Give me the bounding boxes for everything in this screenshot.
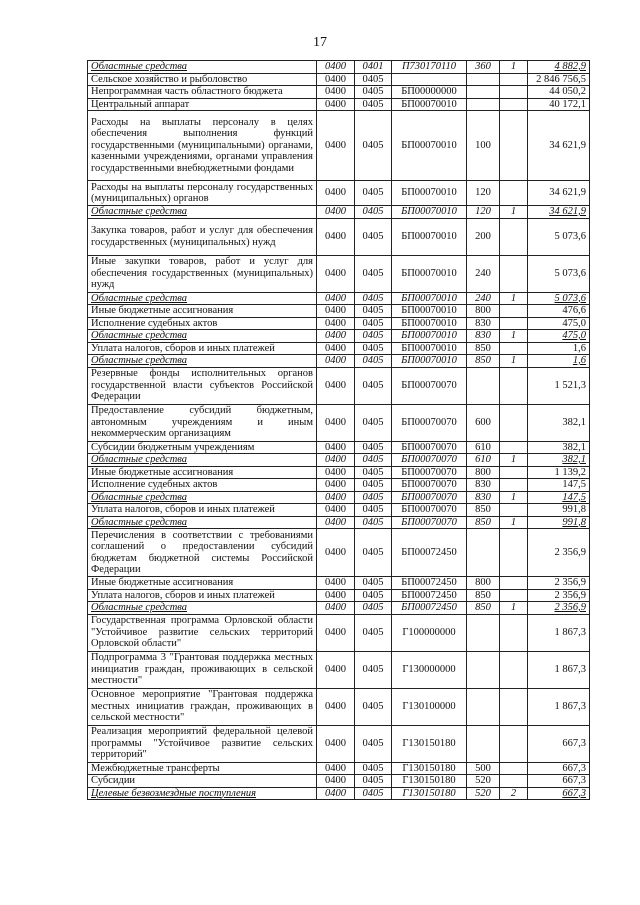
cell-target-article: БП00070010 xyxy=(392,305,467,318)
cell-source xyxy=(500,181,528,206)
cell-amount: 44 050,2 xyxy=(528,86,590,99)
cell-subsection: 0405 xyxy=(355,504,392,517)
cell-expense-type: 850 xyxy=(467,516,500,529)
cell-target-article: БП00072450 xyxy=(392,529,467,577)
cell-subsection: 0405 xyxy=(355,725,392,762)
cell-section: 0400 xyxy=(317,367,355,404)
cell-amount: 1 139,2 xyxy=(528,466,590,479)
cell-target-article: Г130150180 xyxy=(392,725,467,762)
table-row xyxy=(88,317,590,330)
cell-expense-type: 830 xyxy=(467,317,500,330)
table-row xyxy=(88,787,590,800)
cell-name: Исполнение судебных актов xyxy=(88,479,317,492)
cell-name: Областные средства xyxy=(88,330,317,343)
cell-section: 0400 xyxy=(317,255,355,292)
cell-name: Перечисления в соответствии с требованиями соглашений о предоставлении субсидий бюджетам бюджетной системы Российской Федерации xyxy=(88,529,317,577)
cell-subsection: 0405 xyxy=(355,73,392,86)
cell-section: 0400 xyxy=(317,73,355,86)
cell-section: 0400 xyxy=(317,206,355,219)
cell-section: 0400 xyxy=(317,441,355,454)
cell-target-article: БП00072450 xyxy=(392,577,467,590)
cell-target-article: БП00070070 xyxy=(392,404,467,441)
cell-source xyxy=(500,577,528,590)
cell-subsection: 0405 xyxy=(355,317,392,330)
table-row xyxy=(88,775,590,788)
cell-expense-type: 240 xyxy=(467,255,500,292)
cell-name: Областные средства xyxy=(88,454,317,467)
cell-subsection: 0405 xyxy=(355,614,392,651)
cell-target-article: БП00070010 xyxy=(392,98,467,111)
cell-amount: 2 356,9 xyxy=(528,577,590,590)
cell-amount: 2 356,9 xyxy=(528,529,590,577)
cell-name: Целевые безвозмездные поступления xyxy=(88,787,317,800)
cell-subsection: 0405 xyxy=(355,529,392,577)
cell-subsection: 0405 xyxy=(355,516,392,529)
cell-source xyxy=(500,404,528,441)
cell-amount: 147,5 xyxy=(528,479,590,492)
cell-amount: 5 073,6 xyxy=(528,292,590,305)
cell-section: 0400 xyxy=(317,651,355,688)
cell-amount: 1 867,3 xyxy=(528,651,590,688)
cell-name: Субсидии xyxy=(88,775,317,788)
cell-expense-type: 240 xyxy=(467,292,500,305)
cell-amount: 1,6 xyxy=(528,342,590,355)
table-row xyxy=(88,725,590,762)
cell-source xyxy=(500,651,528,688)
cell-expense-type xyxy=(467,614,500,651)
table-row xyxy=(88,491,590,504)
cell-section: 0400 xyxy=(317,317,355,330)
cell-expense-type: 800 xyxy=(467,466,500,479)
cell-name: Областные средства xyxy=(88,292,317,305)
cell-source xyxy=(500,86,528,99)
cell-expense-type: 850 xyxy=(467,589,500,602)
cell-section: 0400 xyxy=(317,86,355,99)
table-row xyxy=(88,330,590,343)
cell-subsection: 0405 xyxy=(355,305,392,318)
cell-expense-type: 600 xyxy=(467,404,500,441)
cell-source xyxy=(500,589,528,602)
table-row xyxy=(88,504,590,517)
cell-target-article: П730170110 xyxy=(392,61,467,74)
cell-target-article: БП00072450 xyxy=(392,589,467,602)
cell-source xyxy=(500,529,528,577)
cell-section: 0400 xyxy=(317,404,355,441)
cell-subsection: 0405 xyxy=(355,86,392,99)
cell-section: 0400 xyxy=(317,775,355,788)
cell-target-article: БП00000000 xyxy=(392,86,467,99)
cell-source: 1 xyxy=(500,206,528,219)
cell-amount: 382,1 xyxy=(528,441,590,454)
cell-amount: 5 073,6 xyxy=(528,255,590,292)
table-row xyxy=(88,206,590,219)
table-row xyxy=(88,651,590,688)
table-row xyxy=(88,73,590,86)
cell-subsection: 0405 xyxy=(355,367,392,404)
cell-section: 0400 xyxy=(317,292,355,305)
cell-amount: 34 621,9 xyxy=(528,111,590,181)
cell-amount: 667,3 xyxy=(528,775,590,788)
table-row xyxy=(88,255,590,292)
cell-section: 0400 xyxy=(317,218,355,255)
cell-amount: 2 846 756,5 xyxy=(528,73,590,86)
cell-target-article: БП00070070 xyxy=(392,491,467,504)
cell-target-article: БП00070010 xyxy=(392,206,467,219)
cell-section: 0400 xyxy=(317,589,355,602)
cell-amount: 147,5 xyxy=(528,491,590,504)
budget-table-body xyxy=(88,61,590,800)
cell-target-article: Г130150180 xyxy=(392,787,467,800)
cell-expense-type xyxy=(467,73,500,86)
table-row xyxy=(88,614,590,651)
cell-expense-type: 520 xyxy=(467,775,500,788)
table-row xyxy=(88,61,590,74)
table-row xyxy=(88,367,590,404)
cell-amount: 4 882,9 xyxy=(528,61,590,74)
table-row xyxy=(88,577,590,590)
cell-section: 0400 xyxy=(317,479,355,492)
cell-amount: 5 073,6 xyxy=(528,218,590,255)
cell-name: Реализация мероприятий федеральной целевой программы "Устойчивое развитие сельских территорий" xyxy=(88,725,317,762)
cell-source xyxy=(500,342,528,355)
cell-amount: 991,8 xyxy=(528,504,590,517)
cell-subsection: 0401 xyxy=(355,61,392,74)
table-row xyxy=(88,454,590,467)
cell-subsection: 0405 xyxy=(355,762,392,775)
cell-expense-type: 500 xyxy=(467,762,500,775)
cell-source xyxy=(500,479,528,492)
cell-target-article: БП00070010 xyxy=(392,292,467,305)
cell-subsection: 0405 xyxy=(355,602,392,615)
cell-name: Областные средства xyxy=(88,491,317,504)
cell-subsection: 0405 xyxy=(355,111,392,181)
table-row xyxy=(88,86,590,99)
cell-target-article: БП00070070 xyxy=(392,454,467,467)
table-row xyxy=(88,529,590,577)
table-row xyxy=(88,218,590,255)
cell-target-article: БП00070010 xyxy=(392,342,467,355)
cell-target-article xyxy=(392,73,467,86)
cell-amount: 40 172,1 xyxy=(528,98,590,111)
cell-source: 1 xyxy=(500,61,528,74)
cell-subsection: 0405 xyxy=(355,355,392,368)
cell-name: Субсидии бюджетным учреждениям xyxy=(88,441,317,454)
cell-source: 1 xyxy=(500,292,528,305)
cell-subsection: 0405 xyxy=(355,651,392,688)
cell-amount: 34 621,9 xyxy=(528,181,590,206)
cell-subsection: 0405 xyxy=(355,454,392,467)
cell-subsection: 0405 xyxy=(355,589,392,602)
cell-subsection: 0405 xyxy=(355,255,392,292)
cell-subsection: 0405 xyxy=(355,466,392,479)
cell-expense-type xyxy=(467,688,500,725)
cell-amount: 475,0 xyxy=(528,317,590,330)
cell-target-article: БП00070010 xyxy=(392,330,467,343)
cell-expense-type: 800 xyxy=(467,577,500,590)
cell-name: Резервные фонды исполнительных органов государственной власти субъектов Российской Федерации xyxy=(88,367,317,404)
cell-section: 0400 xyxy=(317,454,355,467)
cell-target-article: БП00070010 xyxy=(392,255,467,292)
table-row xyxy=(88,466,590,479)
cell-name: Предоставление субсидий бюджетным, автономным учреждениям и иным некоммерческим организациям xyxy=(88,404,317,441)
cell-subsection: 0405 xyxy=(355,98,392,111)
cell-target-article: Г100000000 xyxy=(392,614,467,651)
cell-subsection: 0405 xyxy=(355,787,392,800)
cell-expense-type: 850 xyxy=(467,602,500,615)
cell-amount: 1,6 xyxy=(528,355,590,368)
cell-source xyxy=(500,98,528,111)
cell-section: 0400 xyxy=(317,98,355,111)
cell-expense-type: 830 xyxy=(467,330,500,343)
table-row xyxy=(88,404,590,441)
cell-amount: 667,3 xyxy=(528,762,590,775)
cell-subsection: 0405 xyxy=(355,688,392,725)
cell-amount: 1 521,3 xyxy=(528,367,590,404)
cell-name: Центральный аппарат xyxy=(88,98,317,111)
cell-expense-type: 850 xyxy=(467,355,500,368)
cell-source xyxy=(500,775,528,788)
cell-name: Областные средства xyxy=(88,516,317,529)
cell-amount: 475,0 xyxy=(528,330,590,343)
cell-target-article: БП00070010 xyxy=(392,317,467,330)
cell-section: 0400 xyxy=(317,305,355,318)
cell-name: Уплата налогов, сборов и иных платежей xyxy=(88,589,317,602)
cell-section: 0400 xyxy=(317,614,355,651)
cell-expense-type: 520 xyxy=(467,787,500,800)
cell-target-article: БП00070070 xyxy=(392,441,467,454)
cell-name: Областные средства xyxy=(88,355,317,368)
cell-expense-type: 610 xyxy=(467,441,500,454)
cell-subsection: 0405 xyxy=(355,775,392,788)
cell-target-article: БП00070010 xyxy=(392,181,467,206)
cell-section: 0400 xyxy=(317,725,355,762)
cell-section: 0400 xyxy=(317,61,355,74)
cell-source xyxy=(500,614,528,651)
cell-amount: 2 356,9 xyxy=(528,602,590,615)
cell-section: 0400 xyxy=(317,111,355,181)
cell-amount: 476,6 xyxy=(528,305,590,318)
cell-section: 0400 xyxy=(317,330,355,343)
cell-expense-type: 850 xyxy=(467,342,500,355)
cell-target-article: Г130150180 xyxy=(392,775,467,788)
cell-expense-type: 100 xyxy=(467,111,500,181)
cell-name: Сельское хозяйство и рыболовство xyxy=(88,73,317,86)
budget-table xyxy=(87,60,590,800)
cell-name: Уплата налогов, сборов и иных платежей xyxy=(88,342,317,355)
table-row xyxy=(88,98,590,111)
cell-name: Иные закупки товаров, работ и услуг для обеспечения государственных (муниципальных) нужд xyxy=(88,255,317,292)
cell-source xyxy=(500,73,528,86)
cell-name: Областные средства xyxy=(88,602,317,615)
cell-subsection: 0405 xyxy=(355,218,392,255)
cell-amount: 2 356,9 xyxy=(528,589,590,602)
cell-name: Иные бюджетные ассигнования xyxy=(88,466,317,479)
cell-name: Расходы на выплаты персоналу в целях обеспечения выполнения функций государственными (муниципальными) органами, казенными учреждениями, органами управления государственными внебюджетными фондами xyxy=(88,111,317,181)
cell-expense-type: 120 xyxy=(467,206,500,219)
cell-name: Расходы на выплаты персоналу государственных (муниципальных) органов xyxy=(88,181,317,206)
cell-amount: 1 867,3 xyxy=(528,614,590,651)
cell-target-article: БП00070010 xyxy=(392,111,467,181)
cell-target-article: БП00070070 xyxy=(392,516,467,529)
table-row xyxy=(88,305,590,318)
cell-source xyxy=(500,367,528,404)
cell-target-article: БП00072450 xyxy=(392,602,467,615)
cell-name: Областные средства xyxy=(88,206,317,219)
table-row xyxy=(88,479,590,492)
cell-amount: 991,8 xyxy=(528,516,590,529)
cell-source: 1 xyxy=(500,491,528,504)
table-row xyxy=(88,516,590,529)
cell-source xyxy=(500,111,528,181)
cell-expense-type xyxy=(467,86,500,99)
page-number: 17 xyxy=(313,35,327,50)
cell-subsection: 0405 xyxy=(355,491,392,504)
cell-expense-type: 830 xyxy=(467,491,500,504)
cell-target-article: БП00070070 xyxy=(392,367,467,404)
cell-section: 0400 xyxy=(317,602,355,615)
table-row xyxy=(88,342,590,355)
cell-source xyxy=(500,218,528,255)
cell-section: 0400 xyxy=(317,181,355,206)
table-row xyxy=(88,292,590,305)
cell-expense-type: 360 xyxy=(467,61,500,74)
cell-name: Основное мероприятие "Грантовая поддержка местных инициатив граждан, проживающих в сельской местности" xyxy=(88,688,317,725)
cell-subsection: 0405 xyxy=(355,441,392,454)
cell-amount: 34 621,9 xyxy=(528,206,590,219)
cell-expense-type: 850 xyxy=(467,504,500,517)
cell-section: 0400 xyxy=(317,787,355,800)
cell-section: 0400 xyxy=(317,342,355,355)
cell-subsection: 0405 xyxy=(355,181,392,206)
cell-target-article: Г130000000 xyxy=(392,651,467,688)
cell-section: 0400 xyxy=(317,466,355,479)
cell-name: Подпрограмма 3 "Грантовая поддержка местных инициатив граждан, проживающих в сельской местности" xyxy=(88,651,317,688)
cell-name: Исполнение судебных актов xyxy=(88,317,317,330)
cell-section: 0400 xyxy=(317,491,355,504)
table-row xyxy=(88,111,590,181)
cell-source: 1 xyxy=(500,602,528,615)
cell-subsection: 0405 xyxy=(355,342,392,355)
table-row xyxy=(88,589,590,602)
cell-expense-type xyxy=(467,651,500,688)
cell-subsection: 0405 xyxy=(355,292,392,305)
cell-section: 0400 xyxy=(317,355,355,368)
cell-expense-type xyxy=(467,725,500,762)
cell-source xyxy=(500,504,528,517)
cell-expense-type: 610 xyxy=(467,454,500,467)
cell-subsection: 0405 xyxy=(355,404,392,441)
cell-section: 0400 xyxy=(317,577,355,590)
cell-source xyxy=(500,255,528,292)
cell-source: 1 xyxy=(500,454,528,467)
cell-section: 0400 xyxy=(317,762,355,775)
cell-subsection: 0405 xyxy=(355,577,392,590)
cell-source xyxy=(500,762,528,775)
cell-expense-type: 200 xyxy=(467,218,500,255)
cell-source: 1 xyxy=(500,355,528,368)
cell-expense-type: 120 xyxy=(467,181,500,206)
cell-section: 0400 xyxy=(317,504,355,517)
cell-name: Непрограммная часть областного бюджета xyxy=(88,86,317,99)
table-row xyxy=(88,688,590,725)
cell-expense-type xyxy=(467,98,500,111)
cell-target-article: Г130150180 xyxy=(392,762,467,775)
cell-name: Областные средства xyxy=(88,61,317,74)
cell-amount: 382,1 xyxy=(528,404,590,441)
cell-section: 0400 xyxy=(317,529,355,577)
table-row xyxy=(88,355,590,368)
cell-source: 2 xyxy=(500,787,528,800)
cell-source xyxy=(500,466,528,479)
cell-subsection: 0405 xyxy=(355,479,392,492)
cell-amount: 667,3 xyxy=(528,787,590,800)
cell-name: Государственная программа Орловской области "Устойчивое развитие сельских территорий Орловской области" xyxy=(88,614,317,651)
cell-name: Иные бюджетные ассигнования xyxy=(88,305,317,318)
cell-target-article: БП00070010 xyxy=(392,355,467,368)
cell-section: 0400 xyxy=(317,516,355,529)
cell-name: Закупка товаров, работ и услуг для обеспечения государственных (муниципальных) нужд xyxy=(88,218,317,255)
cell-expense-type xyxy=(467,529,500,577)
cell-amount: 1 867,3 xyxy=(528,688,590,725)
cell-source xyxy=(500,305,528,318)
cell-target-article: БП00070010 xyxy=(392,218,467,255)
table-row xyxy=(88,441,590,454)
cell-expense-type: 800 xyxy=(467,305,500,318)
cell-source xyxy=(500,725,528,762)
cell-expense-type: 830 xyxy=(467,479,500,492)
cell-subsection: 0405 xyxy=(355,206,392,219)
cell-source xyxy=(500,441,528,454)
cell-name: Иные бюджетные ассигнования xyxy=(88,577,317,590)
cell-target-article: БП00070070 xyxy=(392,479,467,492)
cell-source xyxy=(500,688,528,725)
cell-target-article: БП00070070 xyxy=(392,466,467,479)
table-row xyxy=(88,602,590,615)
cell-name: Уплата налогов, сборов и иных платежей xyxy=(88,504,317,517)
cell-name: Межбюджетные трансферты xyxy=(88,762,317,775)
cell-amount: 667,3 xyxy=(528,725,590,762)
table-row xyxy=(88,181,590,206)
cell-section: 0400 xyxy=(317,688,355,725)
cell-subsection: 0405 xyxy=(355,330,392,343)
cell-target-article: Г130100000 xyxy=(392,688,467,725)
cell-expense-type xyxy=(467,367,500,404)
cell-target-article: БП00070070 xyxy=(392,504,467,517)
cell-source xyxy=(500,317,528,330)
table-row xyxy=(88,762,590,775)
cell-amount: 382,1 xyxy=(528,454,590,467)
cell-source: 1 xyxy=(500,516,528,529)
cell-source: 1 xyxy=(500,330,528,343)
